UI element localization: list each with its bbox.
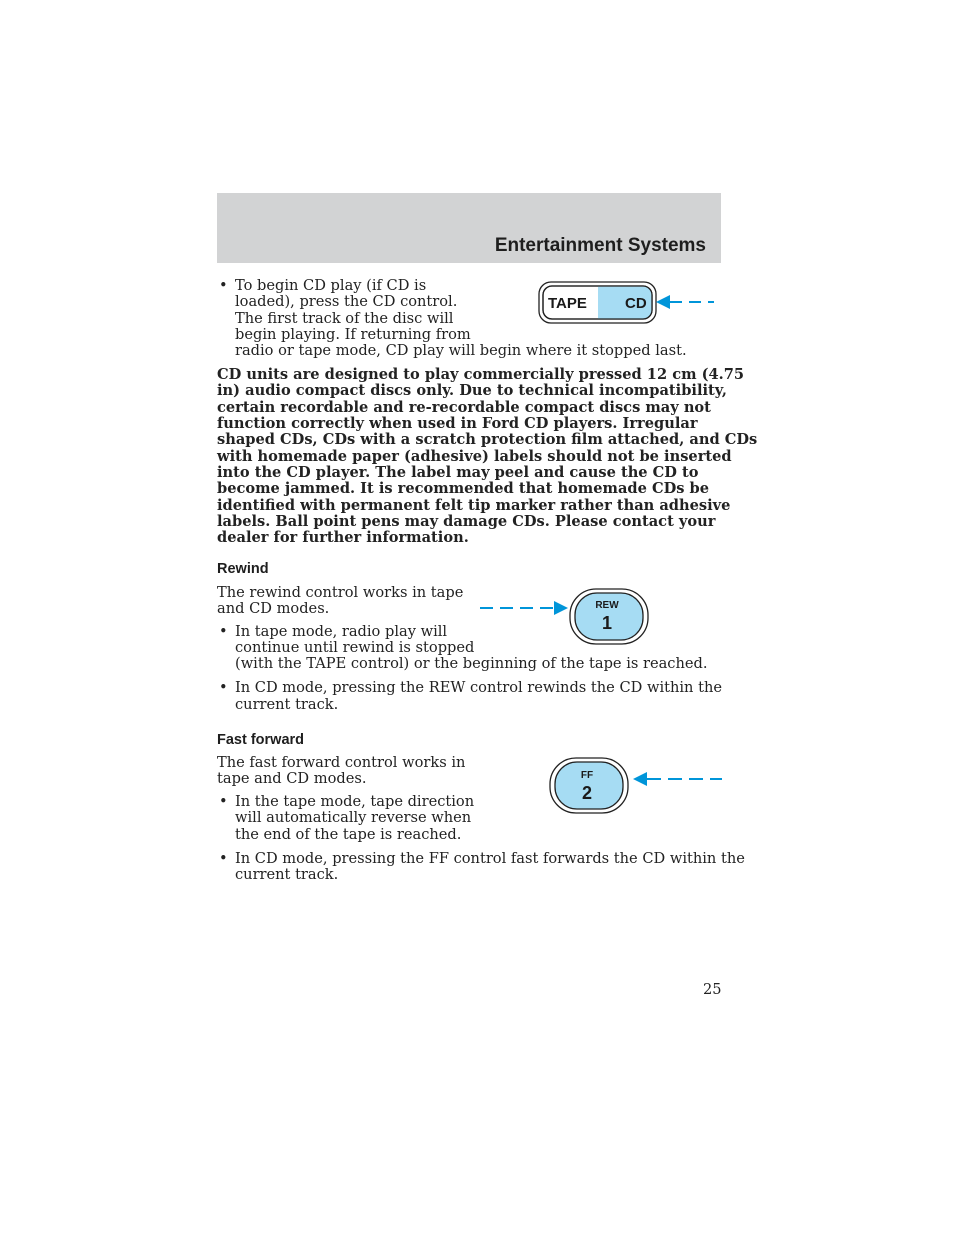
rewind-intro-1: The rewind control works in tape [217, 584, 464, 601]
ff-b2-line-1: In CD mode, pressing the FF control fast forwards the CD within the [235, 850, 745, 867]
warning-line-5: shaped CDs, CDs with a scratch protection film attached, and CDs [217, 431, 758, 448]
bullet-rewind-1: • [219, 623, 228, 640]
section-header [217, 193, 721, 263]
fast-forward-heading: Fast forward [217, 732, 305, 748]
warning-line-4: function correctly when used in Ford CD players. Irregular [217, 415, 698, 432]
arrow-right-icon [554, 601, 568, 615]
tape-cd-button-illustration [536, 280, 718, 326]
rew-button-number: 1 [601, 613, 613, 633]
rew-button-label: REW [595, 600, 619, 611]
bullet-ff-2: • [219, 850, 228, 867]
ff-button-label: FF [580, 770, 594, 781]
warning-line-7: into the CD player. The label may peel and cause the CD to [217, 464, 699, 481]
ff-button-illustration [547, 756, 723, 816]
warning-line-1: CD units are designed to play commercially pressed 12 cm (4.75 [217, 366, 745, 383]
warning-line-2: in) audio compact discs only. Due to technical incompatibility, [217, 382, 727, 399]
warning-line-10: labels. Ball point pens may damage CDs. Please contact your [217, 513, 716, 530]
ff-b1-line-1: In the tape mode, tape direction [235, 793, 475, 810]
warning-line-3: certain recordable and re-recordable compact discs may not [217, 399, 711, 416]
rewind-b1-line-2: continue until rewind is stopped [235, 639, 475, 656]
cd-text-line-3: The first track of the disc will [235, 310, 454, 327]
warning-line-9: identified with permanent felt tip marker rather than adhesive [217, 497, 731, 514]
cd-button-label: CD [625, 295, 647, 312]
rewind-b2-line-2: current track. [235, 696, 339, 713]
rew-button-illustration [478, 587, 653, 647]
section-title: Entertainment Systems [494, 235, 706, 256]
arrow-left-icon [633, 772, 647, 786]
rewind-heading: Rewind [217, 561, 269, 577]
ff-b1-line-3: the end of the tape is reached. [235, 826, 462, 843]
page-number: 25 [703, 981, 722, 998]
bullet-cd: • [219, 277, 228, 294]
bullet-rewind-2: • [219, 679, 228, 696]
ff-b2-line-2: current track. [235, 866, 339, 883]
rewind-intro-2: and CD modes. [217, 600, 330, 617]
ff-b1-line-2: will automatically reverse when [235, 809, 472, 826]
cd-text-line-2: loaded), press the CD control. [235, 293, 458, 310]
ff-intro-2: tape and CD modes. [217, 770, 367, 787]
rewind-b1-line-3: (with the TAPE control) or the beginning of the tape is reached. [235, 655, 708, 672]
rewind-b2-line-1: In CD mode, pressing the REW control rewinds the CD within the [235, 679, 722, 696]
tape-button-label: TAPE [548, 295, 587, 312]
ff-button-number: 2 [581, 783, 593, 803]
warning-line-6: with homemade paper (adhesive) labels should not be inserted [217, 448, 732, 465]
ff-intro-1: The fast forward control works in [217, 754, 466, 771]
warning-line-8: become jammed. It is recommended that homemade CDs be [217, 480, 710, 497]
bullet-ff-1: • [219, 793, 228, 810]
warning-line-11: dealer for further information. [217, 529, 469, 546]
arrow-left-icon [656, 295, 670, 309]
rewind-b1-line-1: In tape mode, radio play will [235, 623, 448, 640]
cd-text-line-5: radio or tape mode, CD play will begin where it stopped last. [235, 342, 687, 359]
cd-text-line-1: To begin CD play (if CD is [235, 277, 427, 294]
cd-text-line-4: begin playing. If returning from [235, 326, 471, 343]
